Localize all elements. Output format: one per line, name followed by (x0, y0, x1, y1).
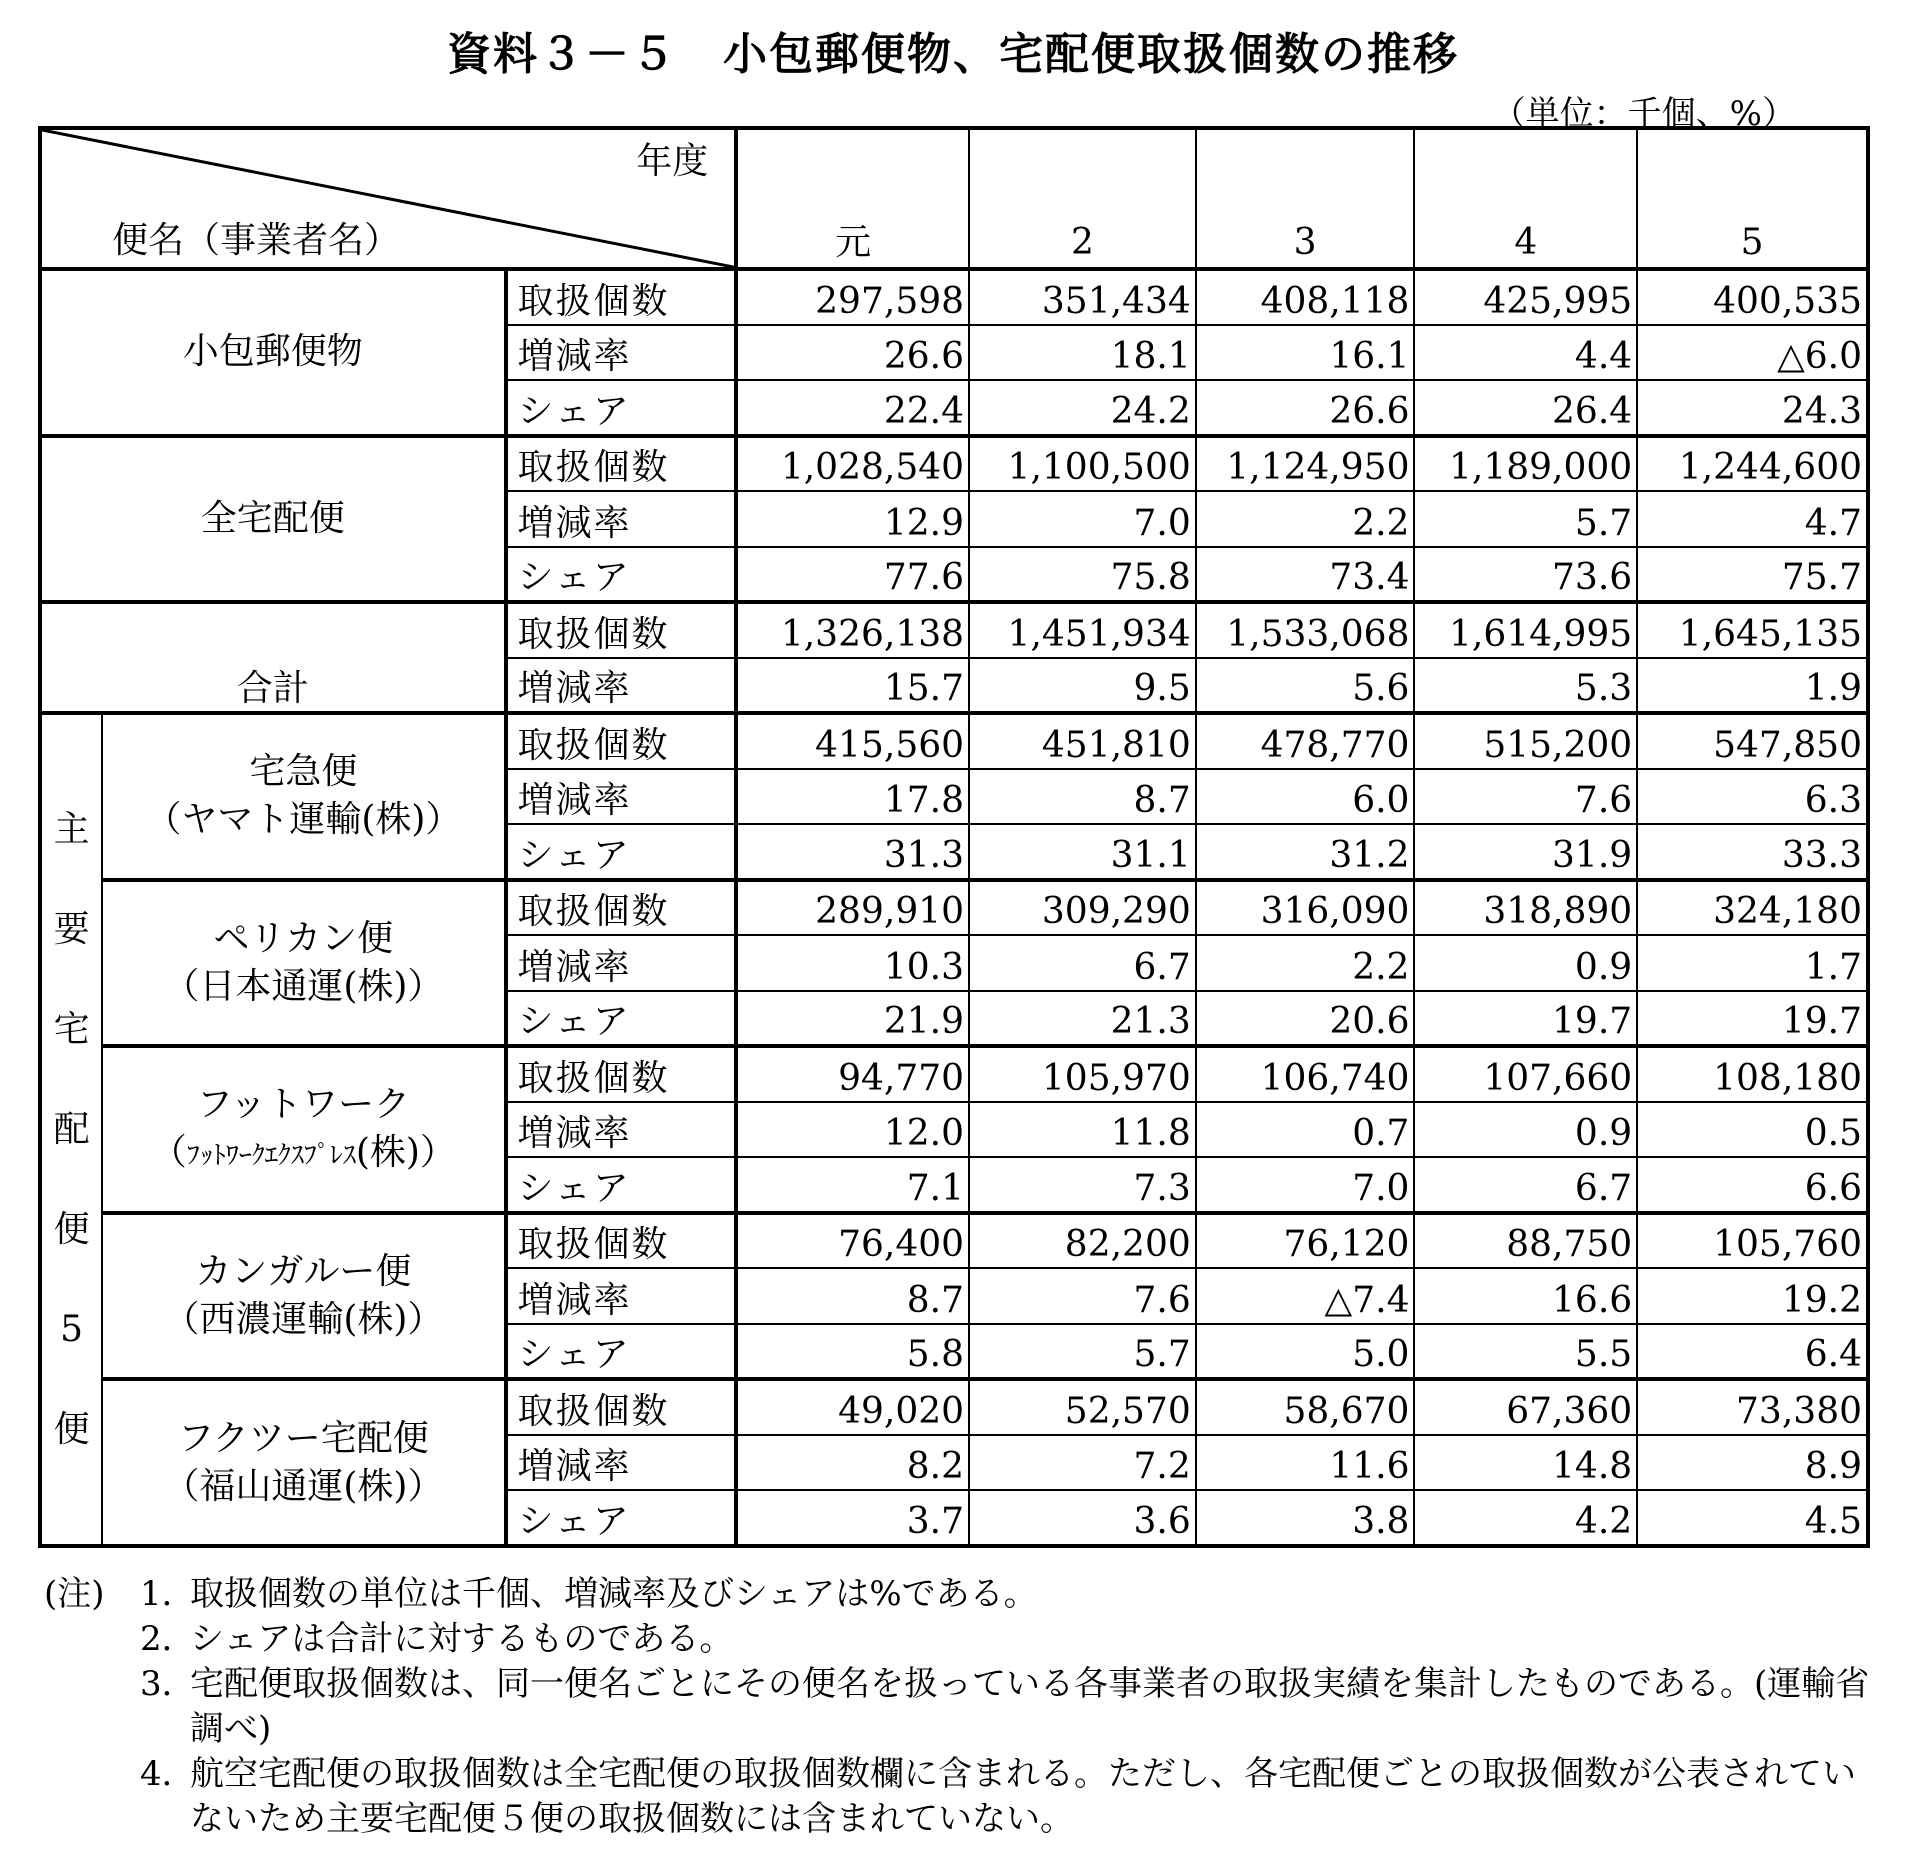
table-cell: 1,124,950 (1196, 436, 1415, 492)
table-row (40, 602, 1868, 658)
carrier-name: フクツー宅配便 (177, 1417, 429, 1459)
table-cell: 1,645,135 (1637, 602, 1868, 658)
table-cell: 31.3 (736, 824, 969, 880)
table-cell: 75.7 (1637, 547, 1868, 603)
table-row (40, 269, 1868, 325)
table-cell: 547,850 (1637, 713, 1868, 769)
note-item (44, 1572, 1874, 1617)
table-cell: 318,890 (1414, 880, 1637, 936)
main-five-char: 5 (60, 1308, 84, 1350)
metric-label: 増減率 (506, 769, 737, 825)
table-cell: 7.0 (1196, 1157, 1415, 1213)
metric-label: 増減率 (506, 1102, 737, 1158)
table-cell: 5.0 (1196, 1324, 1415, 1380)
main-five-char: 宅 (53, 1008, 90, 1050)
group-name: 小包郵便物 (182, 331, 363, 373)
metric-label: シェア (506, 1157, 737, 1213)
year-axis-label: 年度 (636, 141, 709, 182)
table-cell: 6.7 (1414, 1157, 1637, 1213)
table-cell: 82,200 (969, 1213, 1196, 1269)
name-axis-label: 便名（事業者名） (112, 220, 401, 262)
table-cell: 73.4 (1196, 547, 1415, 603)
note-prefix (44, 1752, 140, 1842)
carrier-name-cell (102, 1046, 505, 1213)
metric-label: 取扱個数 (506, 1046, 737, 1102)
table-cell: 297,598 (736, 269, 969, 325)
note-text: 宅配便取扱個数は、同一便名ごとにその便名を扱っている各事業者の取扱実績を集計したものである。(運輸省調べ) (190, 1664, 1870, 1749)
table-cell: 19.2 (1637, 1268, 1868, 1324)
metric-label: 増減率 (506, 491, 737, 547)
main-five-label (40, 713, 102, 1546)
carrier-operator: （福山通運(株)） (163, 1465, 444, 1507)
table-cell: 5.5 (1414, 1324, 1637, 1380)
main-five-char: 要 (53, 908, 90, 950)
metric-label: 増減率 (506, 325, 737, 381)
note-prefix (44, 1662, 140, 1752)
table-cell: 94,770 (736, 1046, 969, 1102)
carrier-name: フットワーク (196, 1084, 411, 1126)
table-cell: 16.1 (1196, 325, 1415, 381)
table-cell: 0.9 (1414, 1102, 1637, 1158)
table-cell: 5.6 (1196, 658, 1415, 714)
main-five-char: 配 (53, 1108, 90, 1150)
main-five-char: 主 (53, 808, 90, 850)
table-cell: 31.9 (1414, 824, 1637, 880)
table-cell: 316,090 (1196, 880, 1415, 936)
table-cell: 8.7 (969, 769, 1196, 825)
carrier-name-cell (102, 1213, 505, 1380)
table-cell: 0.7 (1196, 1102, 1415, 1158)
note-item (44, 1752, 1874, 1842)
table-cell: 52,570 (969, 1379, 1196, 1435)
table-cell: 6.3 (1637, 769, 1868, 825)
table-row (40, 1213, 1868, 1269)
table-cell: 8.7 (736, 1268, 969, 1324)
table-cell: 3.7 (736, 1490, 969, 1546)
metric-label: 取扱個数 (506, 1213, 737, 1269)
table-cell: 1,028,540 (736, 436, 969, 492)
table-cell: 24.3 (1637, 380, 1868, 436)
page-title: 資料３－５ 小包郵便物、宅配便取扱個数の推移 (447, 29, 1459, 80)
table-cell: 515,200 (1414, 713, 1637, 769)
metric-label: シェア (506, 1324, 737, 1380)
table-cell: 6.7 (969, 935, 1196, 991)
table-cell: 31.2 (1196, 824, 1415, 880)
table-cell: △7.4 (1196, 1268, 1415, 1324)
metric-label: 増減率 (506, 1268, 737, 1324)
metric-label: 取扱個数 (506, 602, 737, 658)
table-cell: 6.6 (1637, 1157, 1868, 1213)
metric-label: シェア (506, 1490, 737, 1546)
table-cell: 6.4 (1637, 1324, 1868, 1380)
year-header: 3 (1196, 128, 1415, 269)
table-row (40, 1379, 1868, 1435)
table-cell: 1,244,600 (1637, 436, 1868, 492)
table-cell: 425,995 (1414, 269, 1637, 325)
note-number: 1． (140, 1574, 196, 1614)
table-cell: 19.7 (1414, 991, 1637, 1047)
carrier-operator: （日本通運(株)） (163, 965, 444, 1007)
table-cell: 1,451,934 (969, 602, 1196, 658)
table-cell: 5.7 (969, 1324, 1196, 1380)
metric-label: シェア (506, 380, 737, 436)
note-item (44, 1617, 1874, 1662)
table-cell: 31.1 (969, 824, 1196, 880)
table-cell: 4.7 (1637, 491, 1868, 547)
table-cell: 1,326,138 (736, 602, 969, 658)
table-cell: △6.0 (1637, 325, 1868, 381)
metric-label: 増減率 (506, 1435, 737, 1491)
table-cell: 7.3 (969, 1157, 1196, 1213)
table-cell: 75.8 (969, 547, 1196, 603)
table-cell: 2.2 (1196, 935, 1415, 991)
note-text: 取扱個数の単位は千個、増減率及びシェアは%である。 (190, 1574, 1038, 1614)
table-cell: 107,660 (1414, 1046, 1637, 1102)
table-cell: 8.9 (1637, 1435, 1868, 1491)
metric-label: 取扱個数 (506, 713, 737, 769)
table-cell: 14.8 (1414, 1435, 1637, 1491)
note-number: 3． (140, 1664, 196, 1704)
table-cell: 1,100,500 (969, 436, 1196, 492)
carrier-operator: （西濃運輸(株)） (163, 1298, 444, 1340)
table-row (40, 436, 1868, 492)
table-cell: 26.4 (1414, 380, 1637, 436)
table-cell: 49,020 (736, 1379, 969, 1435)
table-cell: 6.0 (1196, 769, 1415, 825)
carrier-operator: （ヤマト運輸(株)） (145, 799, 462, 841)
table-cell: 5.7 (1414, 491, 1637, 547)
table-cell: 105,970 (969, 1046, 1196, 1102)
table-cell: 17.8 (736, 769, 969, 825)
table-cell: 4.5 (1637, 1490, 1868, 1546)
header-diagonal-cell (40, 128, 736, 269)
table-cell: 415,560 (736, 713, 969, 769)
year-header: 2 (969, 128, 1196, 269)
table-cell: 11.6 (1196, 1435, 1415, 1491)
table-cell: 3.8 (1196, 1490, 1415, 1546)
table-cell: 21.3 (969, 991, 1196, 1047)
table-cell: 20.6 (1196, 991, 1415, 1047)
table-cell: 289,910 (736, 880, 969, 936)
table-cell: 18.1 (969, 325, 1196, 381)
table-cell: 73,380 (1637, 1379, 1868, 1435)
carrier-name-cell (102, 713, 505, 880)
note-text: シェアは合計に対するものである。 (190, 1619, 734, 1659)
metric-label: シェア (506, 991, 737, 1047)
table-cell: 1.7 (1637, 935, 1868, 991)
table-cell: 7.2 (969, 1435, 1196, 1491)
note-number: 4． (140, 1754, 196, 1794)
note-prefix: (注) (44, 1574, 105, 1614)
table-cell: 88,750 (1414, 1213, 1637, 1269)
table-cell: 451,810 (969, 713, 1196, 769)
table-cell: 19.7 (1637, 991, 1868, 1047)
note-text: 航空宅配便の取扱個数は全宅配便の取扱個数欄に含まれる。ただし、各宅配便ごとの取扱個数が公表されていないため主要宅配便５便の取扱個数には含まれていない。 (190, 1754, 1856, 1839)
group-name: 合計 (236, 668, 309, 710)
carrier-name: カンガルー便 (195, 1250, 412, 1292)
table-cell: 1.9 (1637, 658, 1868, 714)
table-cell: 2.2 (1196, 491, 1415, 547)
carrier-name-cell (102, 1379, 505, 1546)
metric-label: シェア (506, 824, 737, 880)
table-cell: 7.6 (969, 1268, 1196, 1324)
table-cell: 309,290 (969, 880, 1196, 936)
table-cell: 76,120 (1196, 1213, 1415, 1269)
group-name-cell (40, 436, 506, 603)
table-cell: 5.3 (1414, 658, 1637, 714)
note-prefix (44, 1617, 140, 1662)
table-cell: 24.2 (969, 380, 1196, 436)
operator-open: （ (150, 1132, 187, 1174)
table-cell: 7.0 (969, 491, 1196, 547)
table-cell: 4.2 (1414, 1490, 1637, 1546)
table-cell: 26.6 (736, 325, 969, 381)
table-cell: 0.9 (1414, 935, 1637, 991)
group-name: 全宅配便 (200, 497, 345, 539)
table-cell: 478,770 (1196, 713, 1415, 769)
table-cell: 16.6 (1414, 1268, 1637, 1324)
table-row (40, 880, 1868, 936)
note-number: 2． (140, 1619, 196, 1659)
carrier-name: ペリカン便 (213, 917, 394, 959)
table-cell: 67,360 (1414, 1379, 1637, 1435)
metric-label: 増減率 (506, 658, 737, 714)
table-cell: 1,614,995 (1414, 602, 1637, 658)
year-header: 5 (1637, 128, 1868, 269)
table-cell: 400,535 (1637, 269, 1868, 325)
group-name-cell (40, 602, 506, 713)
table-row (40, 713, 1868, 769)
table-cell: 3.6 (969, 1490, 1196, 1546)
year-header: 元 (736, 128, 969, 269)
table-cell: 15.7 (736, 658, 969, 714)
group-name-cell (40, 269, 506, 436)
table-cell: 4.4 (1414, 325, 1637, 381)
table-cell: 12.0 (736, 1102, 969, 1158)
operator-name: ﾌｯﾄﾜｰｸｴｸｽﾌﾟﾚｽ (186, 1141, 356, 1172)
table-cell: 9.5 (969, 658, 1196, 714)
metric-label: 取扱個数 (506, 269, 737, 325)
table-cell: 21.9 (736, 991, 969, 1047)
data-table (38, 126, 1870, 1548)
table-cell: 5.8 (736, 1324, 969, 1380)
table-cell: 12.9 (736, 491, 969, 547)
metric-label: 増減率 (506, 935, 737, 991)
carrier-operator (103, 1132, 503, 1174)
table-cell: 77.6 (736, 547, 969, 603)
table-cell: 8.2 (736, 1435, 969, 1491)
table-cell: 408,118 (1196, 269, 1415, 325)
table-cell: 73.6 (1414, 547, 1637, 603)
table-cell: 106,740 (1196, 1046, 1415, 1102)
table-cell: 76,400 (736, 1213, 969, 1269)
metric-label: 取扱個数 (506, 880, 737, 936)
unit-label: （単位：千個、%） (1491, 94, 1796, 134)
table-cell: 7.6 (1414, 769, 1637, 825)
table-cell: 105,760 (1637, 1213, 1868, 1269)
operator-close: (株)） (355, 1132, 456, 1174)
metric-label: シェア (506, 547, 737, 603)
year-header: 4 (1414, 128, 1637, 269)
carrier-name-cell (102, 880, 505, 1047)
main-five-char: 便 (53, 1408, 90, 1450)
table-cell: 26.6 (1196, 380, 1415, 436)
table-cell: 58,670 (1196, 1379, 1415, 1435)
table-cell: 33.3 (1637, 824, 1868, 880)
table-cell: 10.3 (736, 935, 969, 991)
carrier-name: 宅急便 (249, 751, 358, 793)
table-cell: 1,189,000 (1414, 436, 1637, 492)
table-cell: 11.8 (969, 1102, 1196, 1158)
metric-label: 取扱個数 (506, 1379, 737, 1435)
notes (44, 1572, 1874, 1842)
table-cell: 108,180 (1637, 1046, 1868, 1102)
table-cell: 324,180 (1637, 880, 1868, 936)
table-row (40, 1046, 1868, 1102)
table-cell: 351,434 (969, 269, 1196, 325)
table-cell: 7.1 (736, 1157, 969, 1213)
metric-label: 取扱個数 (506, 436, 737, 492)
table-cell: 22.4 (736, 380, 969, 436)
table-cell: 1,533,068 (1196, 602, 1415, 658)
main-five-char: 便 (53, 1208, 90, 1250)
table-cell: 0.5 (1637, 1102, 1868, 1158)
note-item (44, 1662, 1874, 1752)
header-row (40, 128, 1868, 269)
